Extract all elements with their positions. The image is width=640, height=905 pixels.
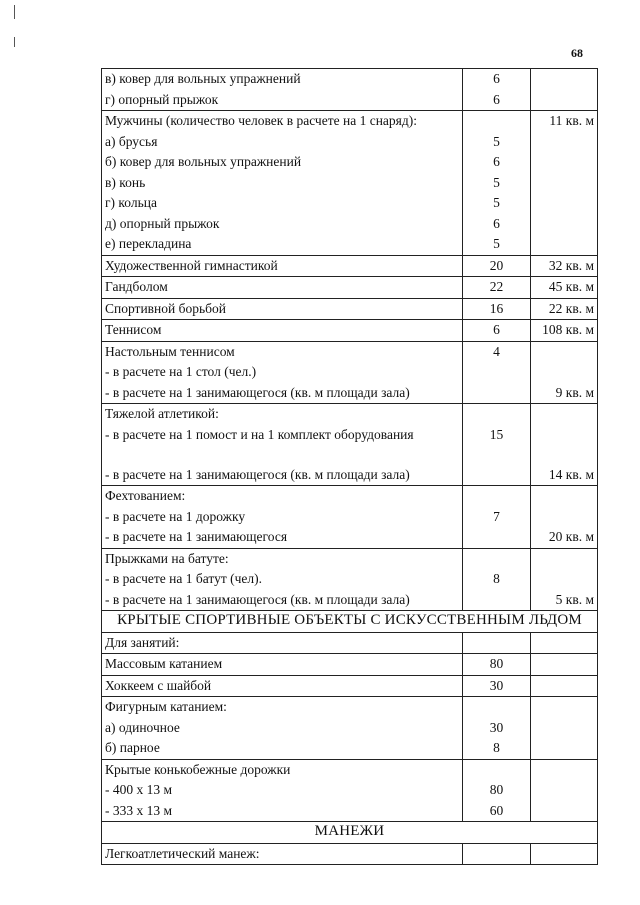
table-row xyxy=(102,111,598,132)
item-area-norm xyxy=(531,90,598,111)
item-quantity: 8 xyxy=(463,738,531,759)
table-row xyxy=(102,738,598,759)
item-label: Фигурным катанием: xyxy=(102,697,463,718)
item-label: Хоккеем с шайбой xyxy=(102,675,463,697)
item-label: Прыжками на батуте: xyxy=(102,548,463,569)
norms-table-body xyxy=(102,69,598,865)
item-label: б) ковер для вольных упражнений xyxy=(102,152,463,173)
item-area-norm xyxy=(531,569,598,590)
item-label: Художественной гимнастикой xyxy=(102,255,463,277)
item-quantity: 5 xyxy=(463,173,531,194)
item-quantity xyxy=(463,111,531,132)
item-label: б) парное xyxy=(102,738,463,759)
item-quantity: 15 xyxy=(463,425,531,465)
item-area-norm xyxy=(531,193,598,214)
item-quantity xyxy=(463,465,531,486)
item-area-norm xyxy=(531,152,598,173)
item-area-norm: 11 кв. м xyxy=(531,111,598,132)
item-label: - в расчете на 1 занимающегося (кв. м площади зала) xyxy=(102,465,463,486)
item-label: - в расчете на 1 занимающегося xyxy=(102,527,463,548)
scan-mark xyxy=(14,5,15,19)
item-quantity xyxy=(463,697,531,718)
table-row xyxy=(102,548,598,569)
item-label: Тяжелой атлетикой: xyxy=(102,404,463,425)
item-area-norm xyxy=(531,404,598,425)
item-label: г) кольца xyxy=(102,193,463,214)
table-row xyxy=(102,173,598,194)
item-area-norm xyxy=(531,632,598,654)
item-quantity: 6 xyxy=(463,320,531,342)
item-label: Теннисом xyxy=(102,320,463,342)
item-label: Фехтованием: xyxy=(102,486,463,507)
table-row xyxy=(102,383,598,404)
item-label: Для занятий: xyxy=(102,632,463,654)
item-quantity: 6 xyxy=(463,90,531,111)
table-row xyxy=(102,341,598,362)
item-area-norm: 32 кв. м xyxy=(531,255,598,277)
item-label: - 400 х 13 м xyxy=(102,780,463,801)
item-quantity: 6 xyxy=(463,69,531,90)
item-quantity: 5 xyxy=(463,234,531,255)
item-label: д) опорный прыжок xyxy=(102,214,463,235)
item-quantity: 60 xyxy=(463,801,531,822)
table-row xyxy=(102,675,598,697)
table-row xyxy=(102,69,598,90)
item-quantity xyxy=(463,548,531,569)
item-quantity xyxy=(463,527,531,548)
item-quantity: 6 xyxy=(463,214,531,235)
item-label: в) ковер для вольных упражнений xyxy=(102,69,463,90)
item-quantity: 80 xyxy=(463,654,531,676)
table-row xyxy=(102,759,598,780)
table-row xyxy=(102,718,598,739)
item-label: - в расчете на 1 стол (чел.) xyxy=(102,362,463,383)
table-row xyxy=(102,152,598,173)
item-label: Настольным теннисом xyxy=(102,341,463,362)
item-quantity xyxy=(463,843,531,865)
table-row xyxy=(102,214,598,235)
item-area-norm xyxy=(531,738,598,759)
table-row xyxy=(102,569,598,590)
page-number: 68 xyxy=(571,46,583,60)
table-row xyxy=(102,404,598,425)
table-row xyxy=(102,654,598,676)
item-area-norm: 9 кв. м xyxy=(531,383,598,404)
item-area-norm xyxy=(531,486,598,507)
item-area-norm: 108 кв. м xyxy=(531,320,598,342)
item-label: Гандболом xyxy=(102,277,463,299)
norms-table xyxy=(101,68,598,865)
item-quantity: 20 xyxy=(463,255,531,277)
table-row xyxy=(102,298,598,320)
table-row xyxy=(102,255,598,277)
item-label: е) перекладина xyxy=(102,234,463,255)
table-row xyxy=(102,320,598,342)
scan-mark xyxy=(14,37,15,47)
item-quantity xyxy=(463,404,531,425)
section-heading-row xyxy=(102,822,598,844)
table-row xyxy=(102,507,598,528)
item-label: - 333 х 13 м xyxy=(102,801,463,822)
item-area-norm xyxy=(531,548,598,569)
section-heading: КРЫТЫЕ СПОРТИВНЫЕ ОБЪЕКТЫ С ИСКУССТВЕННЫМ ЛЬДОМ xyxy=(102,611,598,633)
item-quantity xyxy=(463,590,531,611)
item-area-norm xyxy=(531,507,598,528)
item-quantity: 16 xyxy=(463,298,531,320)
item-label: в) конь xyxy=(102,173,463,194)
table-row xyxy=(102,234,598,255)
item-area-norm xyxy=(531,234,598,255)
table-row xyxy=(102,486,598,507)
table-row xyxy=(102,277,598,299)
item-area-norm xyxy=(531,675,598,697)
item-area-norm xyxy=(531,759,598,780)
item-quantity: 30 xyxy=(463,718,531,739)
item-label: Крытые конькобежные дорожки xyxy=(102,759,463,780)
item-area-norm: 20 кв. м xyxy=(531,527,598,548)
item-area-norm xyxy=(531,425,598,465)
item-area-norm xyxy=(531,780,598,801)
item-label: - в расчете на 1 занимающегося (кв. м площади зала) xyxy=(102,383,463,404)
section-heading-row xyxy=(102,611,598,633)
item-area-norm xyxy=(531,69,598,90)
table-row xyxy=(102,527,598,548)
item-quantity: 22 xyxy=(463,277,531,299)
section-heading: МАНЕЖИ xyxy=(102,822,598,844)
table-row xyxy=(102,193,598,214)
item-quantity: 8 xyxy=(463,569,531,590)
item-quantity: 5 xyxy=(463,193,531,214)
item-label: - в расчете на 1 помост и на 1 комплект оборудования xyxy=(102,425,463,465)
item-area-norm xyxy=(531,341,598,362)
item-area-norm: 5 кв. м xyxy=(531,590,598,611)
item-area-norm xyxy=(531,214,598,235)
item-label: - в расчете на 1 батут (чел). xyxy=(102,569,463,590)
table-row xyxy=(102,780,598,801)
item-area-norm xyxy=(531,362,598,383)
item-area-norm: 45 кв. м xyxy=(531,277,598,299)
table-row xyxy=(102,697,598,718)
table-row xyxy=(102,465,598,486)
table-row xyxy=(102,132,598,153)
item-area-norm xyxy=(531,718,598,739)
table-row xyxy=(102,425,598,465)
item-quantity: 5 xyxy=(463,132,531,153)
table-row xyxy=(102,632,598,654)
item-label: а) брусья xyxy=(102,132,463,153)
item-quantity xyxy=(463,362,531,383)
item-quantity xyxy=(463,486,531,507)
item-quantity xyxy=(463,759,531,780)
item-quantity: 30 xyxy=(463,675,531,697)
item-area-norm xyxy=(531,697,598,718)
table-row xyxy=(102,590,598,611)
item-label: Массовым катанием xyxy=(102,654,463,676)
item-label: г) опорный прыжок xyxy=(102,90,463,111)
item-quantity: 6 xyxy=(463,152,531,173)
item-area-norm xyxy=(531,801,598,822)
table-row xyxy=(102,90,598,111)
item-area-norm xyxy=(531,132,598,153)
item-area-norm: 22 кв. м xyxy=(531,298,598,320)
item-area-norm xyxy=(531,654,598,676)
item-quantity: 80 xyxy=(463,780,531,801)
table-row xyxy=(102,801,598,822)
item-quantity xyxy=(463,383,531,404)
item-quantity: 7 xyxy=(463,507,531,528)
item-quantity xyxy=(463,632,531,654)
item-quantity: 4 xyxy=(463,341,531,362)
table-row xyxy=(102,362,598,383)
item-label: Мужчины (количество человек в расчете на 1 снаряд): xyxy=(102,111,463,132)
item-label: - в расчете на 1 занимающегося (кв. м площади зала) xyxy=(102,590,463,611)
item-label: Спортивной борьбой xyxy=(102,298,463,320)
item-label: - в расчете на 1 дорожку xyxy=(102,507,463,528)
item-area-norm xyxy=(531,173,598,194)
item-label: а) одиночное xyxy=(102,718,463,739)
item-area-norm: 14 кв. м xyxy=(531,465,598,486)
item-label: Легкоатлетический манеж: xyxy=(102,843,463,865)
scan-marks xyxy=(14,5,18,55)
item-area-norm xyxy=(531,843,598,865)
table-row xyxy=(102,843,598,865)
